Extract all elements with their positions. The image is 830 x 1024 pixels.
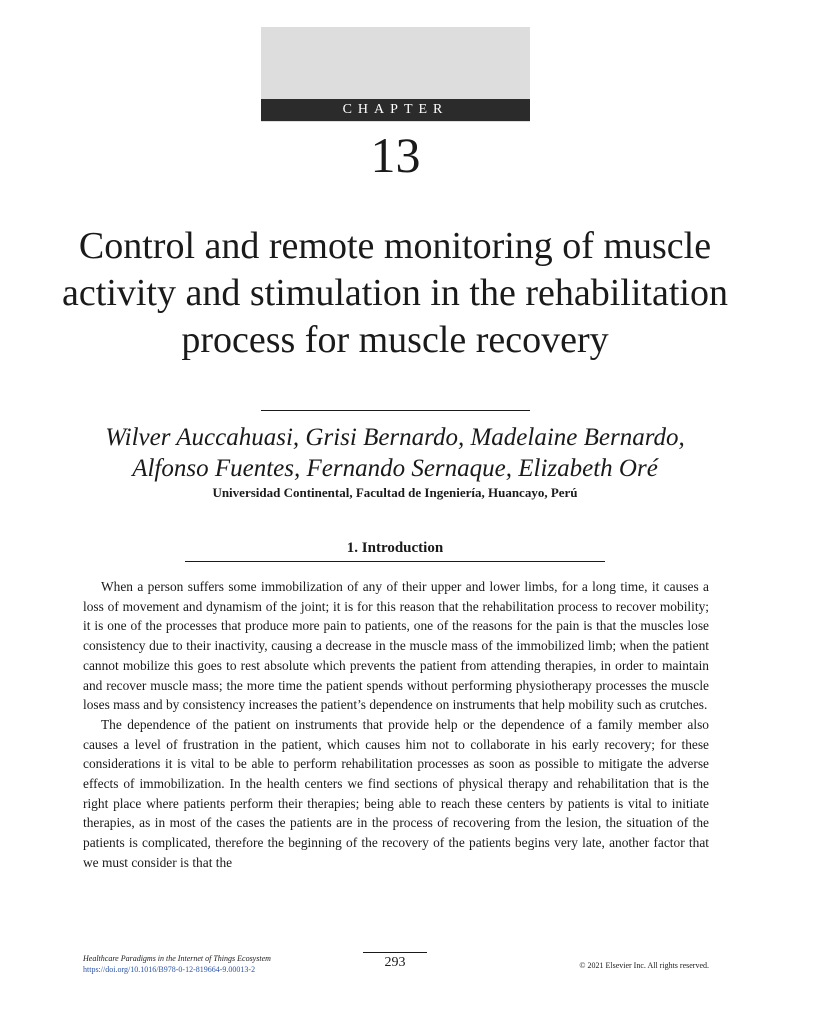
copyright-notice: © 2021 Elsevier Inc. All rights reserved.: [579, 961, 709, 970]
title-divider: [261, 410, 530, 411]
book-title: Healthcare Paradigms in the Internet of Things Ecosystem: [83, 954, 271, 963]
footer-citation: [83, 953, 343, 975]
affiliation: Universidad Continental, Facultad de Ingeniería, Huancayo, Perú: [212, 485, 578, 500]
section-heading: 1. Introduction: [346, 540, 444, 556]
author-line-2: Alfonso Fuentes, Fernando Sernaque, Elizabeth Oré: [132, 455, 658, 482]
paragraph: When a person suffers some immobilization of any of their upper and lower limbs, for a long time, it causes a loss of movement and dynamism of the joint; it is for this reason that the rehabilitation process to recover mobility; it is one of the processes that produce more pain to patients, one of the reasons for the pain is that the muscles lose consistency due to their inactivity, causing a decrease in the muscle mass of the immobilized limb; when the patient cannot mobilize this goes to rest absolute which prevents the patient from attending therapies, in order to maintain and recover muscle mass; the more time the patient spends without performing physiotherapy processes the muscle loses mass and by consistency increases the patient’s dependence on instruments that help mobility such as crutches.: [83, 579, 709, 713]
body-text: [83, 577, 709, 873]
page-number-divider: [363, 952, 427, 953]
chapter-label: CHAPTER: [261, 99, 530, 121]
doi-link[interactable]: https://doi.org/10.1016/B978-0-12-819664-9.00013-2: [83, 965, 256, 974]
author-line-1: Wilver Auccahuasi, Grisi Bernardo, Madelaine Bernardo,: [105, 424, 685, 451]
author-list: [60, 422, 730, 484]
chapter-number: 13: [370, 127, 421, 183]
paragraph: The dependence of the patient on instruments that provide help or the dependence of a family member also causes a level of frustration in the patient, which causes him not to collaborate in his early recovery; for these considerations it is vital to be able to perform rehabilitation processes as soon as possible to mitigate the adverse effects of immobilization. In the health centers we find sections of physical therapy and rehabilitation that is the right place where patients perform their therapies; being able to reach these centers by patients is vital to initiate therapies, as in most of the cases the patients are in the process of recovering from the lesion, the situation of the patients is complicated, therefore the beginning of the recovery of the patients begins very late, another factor that we must consider is that the: [83, 716, 709, 870]
section-divider: [185, 561, 605, 562]
page-number: 293: [384, 955, 406, 970]
chapter-title: Control and remote monitoring of muscle activity and stimulation in the rehabilitation process for muscle recovery: [62, 225, 728, 361]
